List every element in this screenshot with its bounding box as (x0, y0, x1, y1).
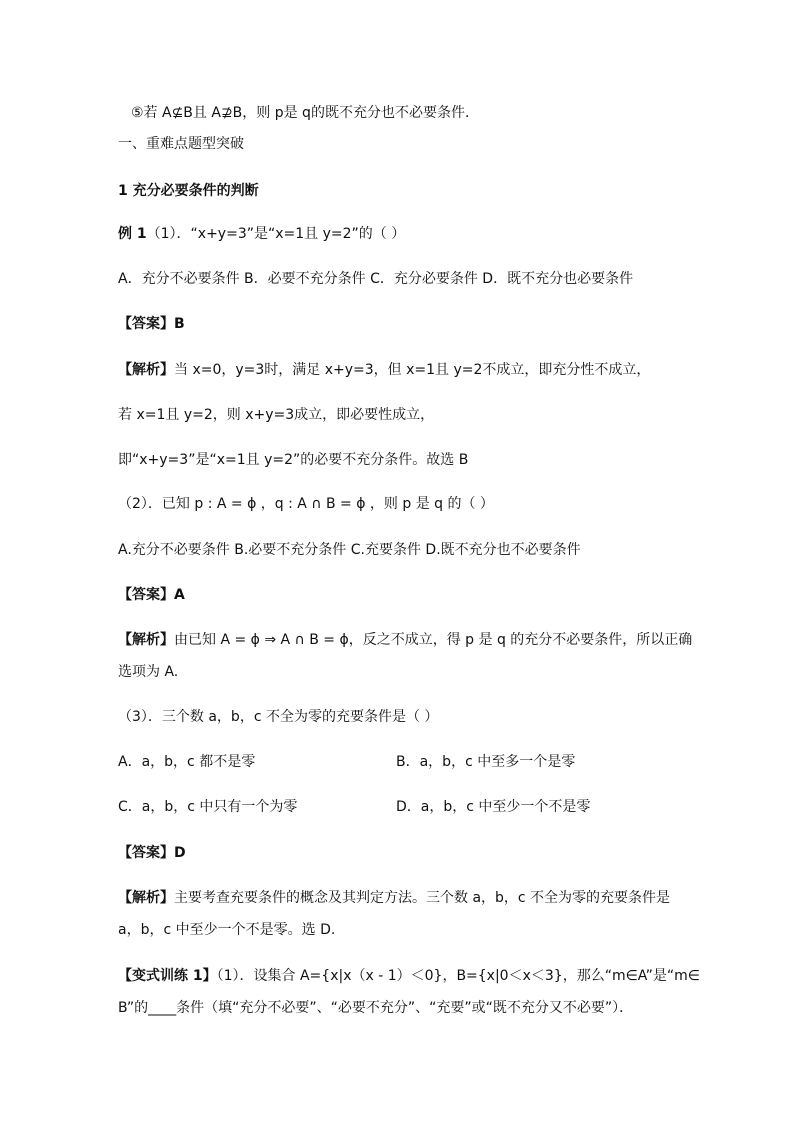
example-1-options: A．充分不必要条件 B．必要不充分条件 C．充分必要条件 D．既不充分也必要条件 (118, 271, 634, 287)
answer-1: 【答案】B (118, 316, 185, 332)
question-3-option-b: B．a，b，c 中至多一个是零 (396, 754, 576, 770)
example-label: 例 1 (118, 226, 147, 242)
question-2-options: A.充分不必要条件 B.必要不充分条件 C.充要条件 D.既不充分也不必要条件 (118, 542, 581, 558)
example-1-question (118, 224, 405, 244)
explanation-text: 当 x=0，y=3时，满足 x+y=3，但 x=1且 y=2不成立，即充分性不成立， (174, 362, 651, 378)
question-2: （2）．已知 p : A = ϕ ，q : A ∩ B = ϕ ，则 p 是 q 的（ ） (118, 496, 494, 512)
explanation-label: 【解析】 (118, 362, 174, 378)
item-5-line: ⑤若 A⊈B且 A⊉B，则 p是 q的既不充分也不必要条件． (131, 105, 479, 121)
explanation-3-line-2: a，b，c 中至少一个不是零。选 D. (118, 922, 336, 938)
question-3: （3）．三个数 a，b，c 不全为零的充要条件是（ ） (118, 709, 439, 725)
explanation-text: 由已知 A = ϕ ⇒ A ∩ B = ϕ，反之不成立，得 p 是 q 的充分不必要条件，所以正确 (174, 632, 693, 648)
explanation-1-line-1 (118, 360, 650, 380)
explanation-3-line-1 (118, 888, 670, 908)
question-3-option-d: D．a，b，c 中至少一个不是零 (396, 799, 591, 815)
section-heading: 一、重难点题型突破 (118, 136, 244, 152)
explanation-2-line-2: 选项为 A. (118, 664, 179, 680)
variant-training-line-1 (118, 966, 700, 986)
explanation-label: 【解析】 (118, 890, 174, 906)
variant-label: 【变式训练 1】 (118, 968, 217, 984)
question-3-option-c: C．a，b，c 中只有一个为零 (118, 799, 298, 815)
variant-training-line-2: B”的____条件（填“充分不必要”、“必要不充分”、“充要”或“既不充分又不必要”）． (118, 1000, 634, 1016)
question-3-option-a: A．a，b，c 都不是零 (118, 754, 256, 770)
explanation-label: 【解析】 (118, 632, 174, 648)
answer-3: 【答案】D (118, 845, 186, 861)
explanation-text: 主要考查充要条件的概念及其判定方法。三个数 a，b，c 不全为零的充要条件是 (174, 890, 671, 906)
variant-text: （1）．设集合 A={x|x（x - 1）＜0}，B={x|0＜x＜3}，那么“m∈A”是“m∈ (216, 968, 700, 984)
explanation-2-line-1 (118, 630, 692, 650)
explanation-1-line-2: 若 x=1且 y=2，则 x+y=3成立，即必要性成立， (118, 407, 435, 423)
subsection-title: 1 充分必要条件的判断 (118, 183, 259, 199)
explanation-1-line-3: 即“x+y=3”是“x=1且 y=2”的必要不充分条件。故选 B (118, 452, 469, 468)
example-1-text: （1）．“x+y=3”是“x=1且 y=2”的（ ） (146, 226, 406, 242)
answer-2: 【答案】A (118, 587, 185, 603)
